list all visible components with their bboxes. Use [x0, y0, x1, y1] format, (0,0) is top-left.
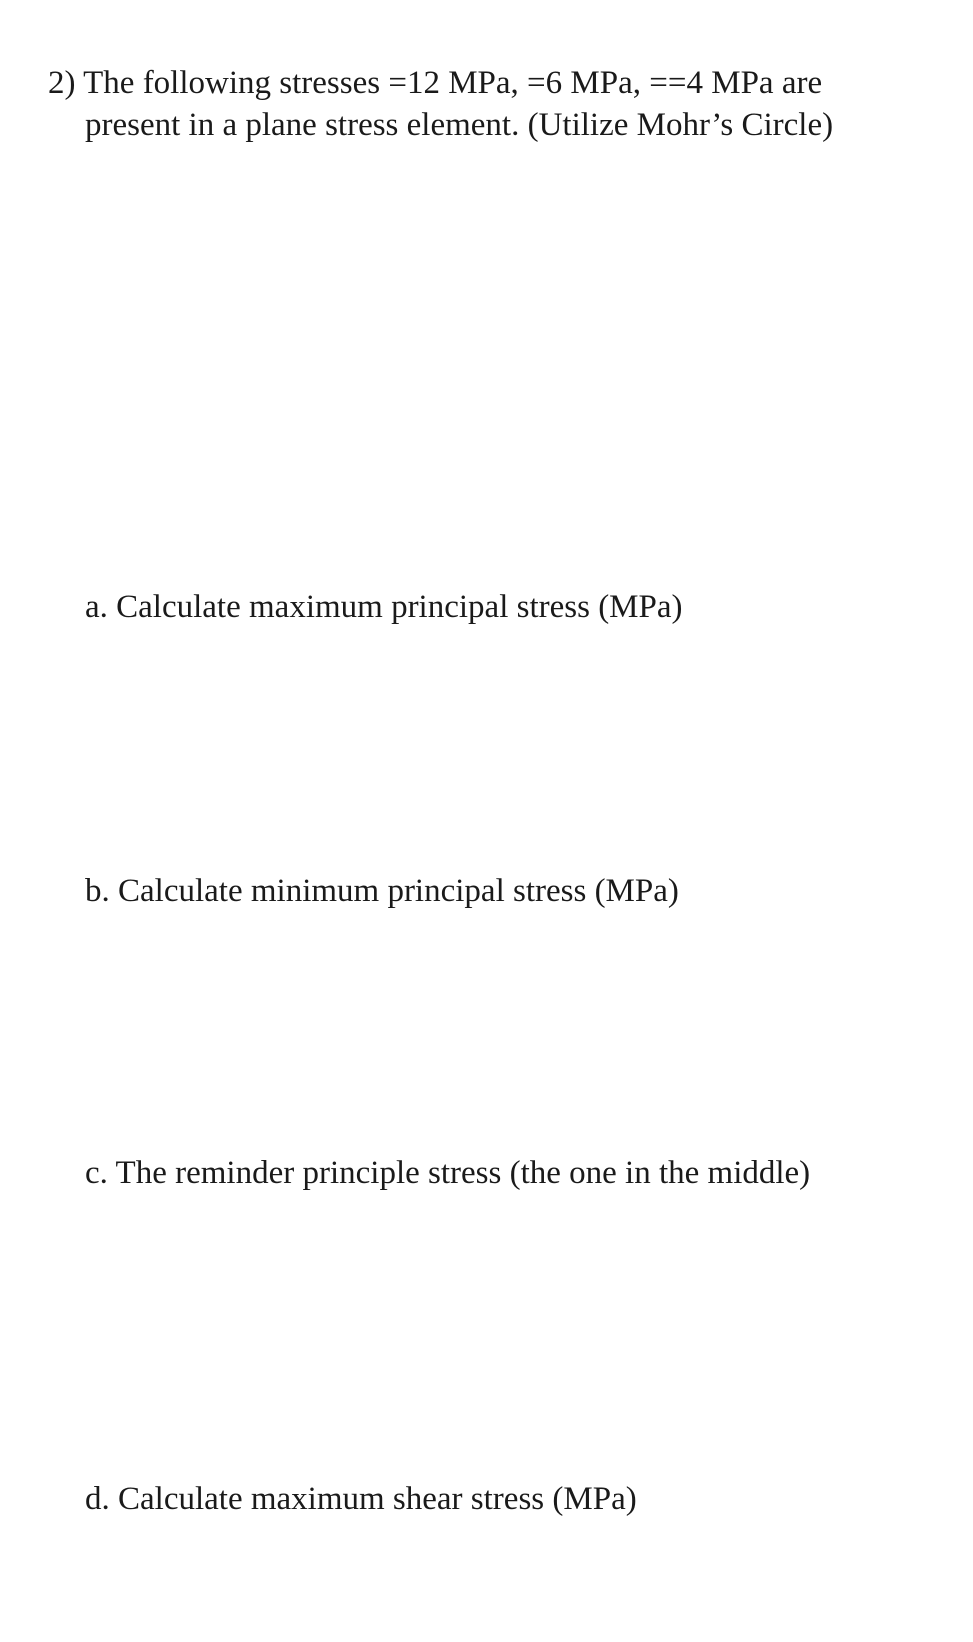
question-statement — [48, 62, 948, 146]
part-a-prompt: a. Calculate maximum principal stress (MPa) — [85, 589, 683, 625]
part-b-prompt: b. Calculate minimum principal stress (MPa) — [85, 873, 679, 909]
part-d-prompt: d. Calculate maximum shear stress (MPa) — [85, 1481, 637, 1517]
part-c-prompt: c. The reminder principle stress (the one in the middle) — [85, 1155, 811, 1191]
question-line-1: 2) The following stresses =12 MPa, =6 MPa, ==4 MPa are — [48, 65, 823, 101]
question-line-2: present in a plane stress element. (Utilize Mohr’s Circle) — [85, 107, 834, 143]
